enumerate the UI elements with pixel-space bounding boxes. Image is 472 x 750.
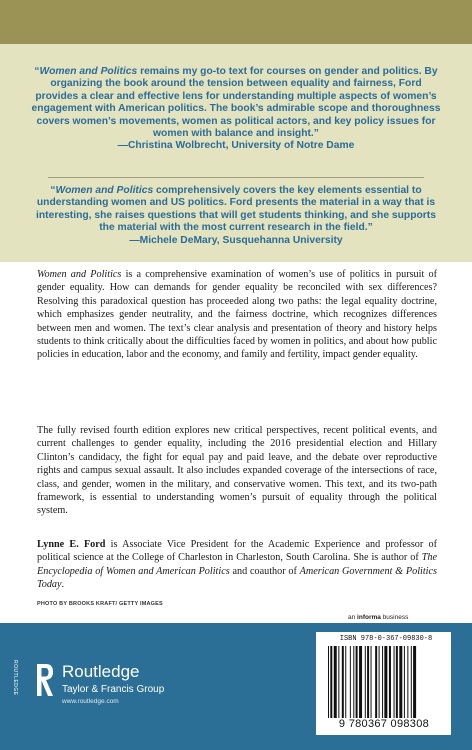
description-paragraph-2: The fully revised fourth edition explores new critical perspectives, recent political events, and current challenges to gender equality, including the 2016 presidential election and Hillary Clinton’s candidacy, the fight for equal pay and paid leave, and the debate over reproductive rights and campus sexual assault. It also includes expanded coverage of the intersections of race, class, and gender, women in the military, and conservative women. This text, and its two-path framework, is essential to understanding women’s pursuit of equality through the political system. xyxy=(37,425,437,517)
informa-brand: informa xyxy=(357,614,381,621)
barcode-bar xyxy=(404,646,405,718)
barcode-number: 9 780367 098308 xyxy=(338,718,430,730)
description-text: is a comprehensive examination of women’s use of politics in pursuit of gender equality. How can demands for gender equality be reconciled with sex differences? Resolving this paradoxical question has proceeded along two paths: the legal equality doctrine, which emphasizes gender neutrality, and the fairness doctrine, which recognizes differences between men and women. The text’s clear analysis and presentation of theory and history helps students to think critically about the difficulties faced by women in politics, and about how public policies in education, labor and the economy, and family and fertility, impact gender equality. xyxy=(37,269,437,361)
praise-quote-2: “Women and Politics comprehensively covers the key elements essential to understanding women and US politics. Ford presents the material in a way that is interesting, she raises questions that will get students thinking, and she supports the material with the most current research in the field.” —Michele DeMary, Susquehanna University xyxy=(30,185,442,247)
barcode-bar xyxy=(345,646,346,718)
publisher-url: www.routledge.com xyxy=(62,698,119,705)
barcode-bar xyxy=(359,646,362,718)
quote-text: comprehensively covers the key elements essential to understanding women and US politics. Ford presents the material in a way that is interesting, she raises questions that will get students thinking, and she supports the material with the most current research in the field.” xyxy=(36,185,436,234)
publisher-group: Taylor & Francis Group xyxy=(62,684,165,695)
barcode-bar xyxy=(384,646,387,718)
barcode-bar xyxy=(371,646,372,718)
barcode-bar xyxy=(330,646,332,718)
informa-tagline xyxy=(348,614,408,621)
isbn-text: ISBN 978-0-367-09830-8 xyxy=(339,635,433,643)
author-book-1: The Encyclopedia of Women and American Politics xyxy=(37,552,437,577)
top-color-band xyxy=(0,0,472,44)
barcode-bar xyxy=(353,646,354,718)
barcode-bar xyxy=(338,646,339,718)
photo-credit: PHOTO BY BROOKS KRAFT/ GETTY IMAGES xyxy=(37,601,163,607)
author-name: Lynne E. Ford xyxy=(37,539,106,550)
barcode-bar xyxy=(389,646,391,718)
informa-suffix: business xyxy=(380,614,409,621)
author-bio xyxy=(37,538,437,592)
barcode-bar xyxy=(394,646,395,718)
praise-quote-1: “Women and Politics remains my go-to text for courses on gender and politics. By organizing the book around the tension between equality and fairness, Ford provides a clear and effective lens for understanding multiple aspects of women’s engagement with American politics. The book’s admirable scope and thoroughness covers women’s movements, women as political actors, and key policy issues for women with balance and insight.” —Christina Wolbrecht, University of Notre Dame xyxy=(31,66,441,152)
barcode-bar xyxy=(411,646,412,718)
publisher-name: Routledge xyxy=(62,662,140,681)
quote-book-title: Women and Politics xyxy=(39,66,138,77)
quote-book-title: Women and Politics xyxy=(55,185,154,196)
barcode-bar xyxy=(334,646,337,718)
barcode-bar xyxy=(350,646,351,718)
barcode-bar xyxy=(365,646,366,718)
barcode-bar xyxy=(413,646,416,718)
informa-prefix: an xyxy=(348,614,358,621)
barcode-bar xyxy=(342,646,344,718)
description-paragraph-1 xyxy=(37,268,437,362)
routledge-logo-icon xyxy=(34,660,56,700)
barcode-box xyxy=(316,632,451,735)
routledge-vertical-brand: ROUTLEDGE xyxy=(12,660,18,696)
barcode-bars xyxy=(328,646,444,718)
barcode-bar xyxy=(382,646,383,718)
barcode-bar xyxy=(396,646,398,718)
barcode-bar xyxy=(407,646,408,718)
barcode-bar xyxy=(399,646,402,718)
quote-divider xyxy=(48,177,424,178)
author-bio-text: is Associate Vice President for the Academic Experience and professor of political science at the College of Charleston in Charleston, South Carolina. She is author of xyxy=(37,539,437,564)
author-bio-text: . xyxy=(61,579,65,591)
author-bio-text: and coauthor of xyxy=(229,565,300,577)
description-book-title: Women and Politics xyxy=(37,269,122,280)
quote-attribution: —Christina Wolbrecht, University of Notre Dame xyxy=(117,140,355,152)
quote-text: remains my go-to text for courses on gender and politics. By organizing the book around the tension between equality and fairness, Ford provides a clear and effective lens for understanding multiple aspects of women’s engagement with American politics. The book’s admirable scope and thoroughness covers women’s movements, women as political actors, and key policy issues for women with balance and insight.” xyxy=(31,66,441,140)
barcode-bar xyxy=(367,646,369,718)
author-book-2: American Government & Politics Today xyxy=(37,565,437,591)
barcode-bar xyxy=(356,646,358,718)
quote-attribution: —Michele DeMary, Susquehanna University xyxy=(129,234,343,246)
barcode-bar xyxy=(379,646,380,718)
barcode-bar xyxy=(375,646,377,718)
barcode-bar xyxy=(328,646,329,718)
